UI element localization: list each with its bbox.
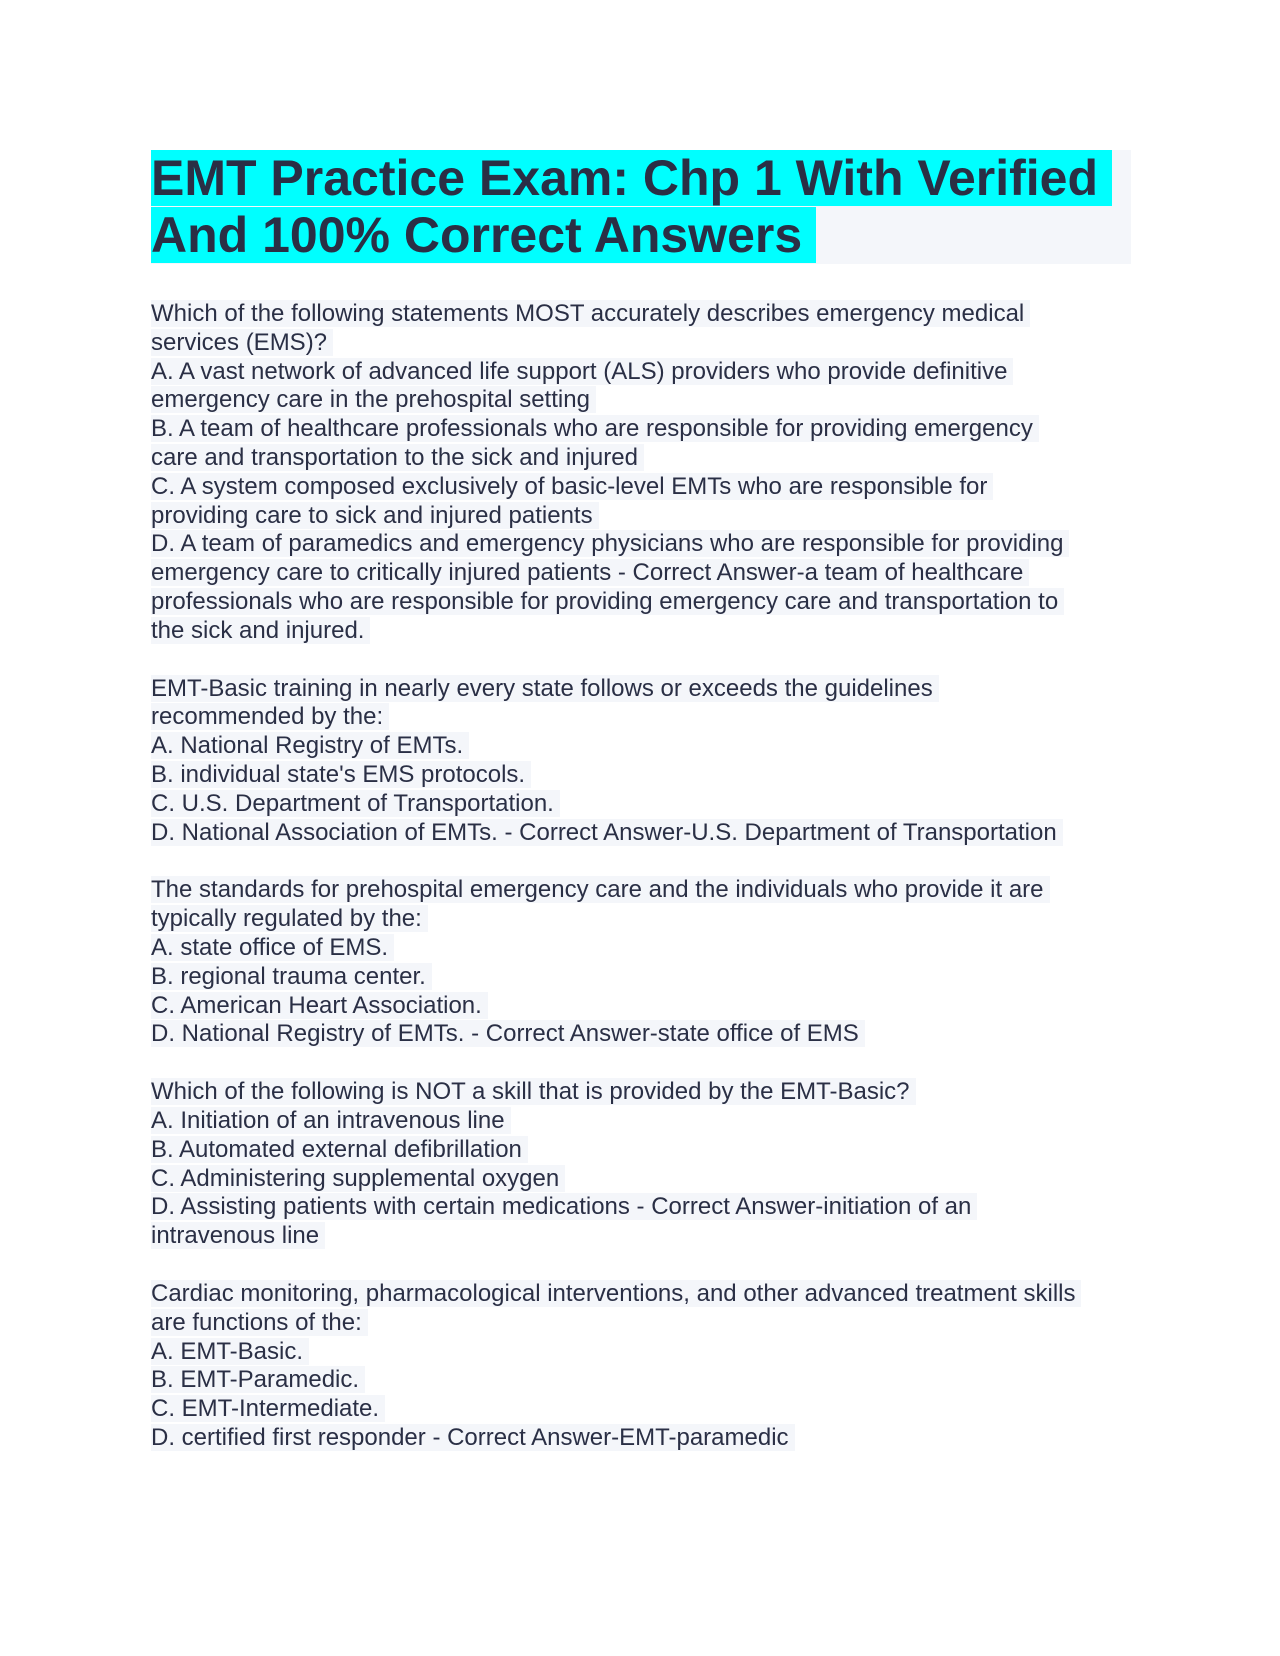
question-line: are functions of the: xyxy=(151,1309,368,1336)
answer-line: professionals who are responsible for providing emergency care and transportation to xyxy=(151,588,1064,615)
page-title xyxy=(151,150,1131,264)
option-line: providing care to sick and injured patients xyxy=(151,502,599,529)
answer-text xyxy=(151,588,1131,617)
option-c xyxy=(151,473,1131,502)
option-a xyxy=(151,1338,1131,1367)
question-line: Cardiac monitoring, pharmacological interventions, and other advanced treatment skills xyxy=(151,1280,1081,1307)
question-block-1 xyxy=(151,300,1131,646)
document-page xyxy=(151,150,1131,1482)
option-d-answer xyxy=(151,1424,1131,1453)
option-c xyxy=(151,502,1131,531)
option-line: B. regional trauma center. xyxy=(151,963,432,990)
question-block-3 xyxy=(151,876,1131,1049)
option-a xyxy=(151,1107,1131,1136)
question-text xyxy=(151,703,1131,732)
option-line: C. A system composed exclusively of basic-level EMTs who are responsible for xyxy=(151,473,993,500)
option-line: care and transportation to the sick and injured xyxy=(151,444,644,471)
option-line: B. A team of healthcare professionals who are responsible for providing emergency xyxy=(151,415,1039,442)
option-line: D. A team of paramedics and emergency physicians who are responsible for providing xyxy=(151,530,1069,557)
answer-line: D. certified first responder - Correct Answer-EMT-paramedic xyxy=(151,1424,795,1451)
answer-line: the sick and injured. xyxy=(151,617,370,644)
option-c xyxy=(151,1165,1131,1194)
option-line: B. Automated external defibrillation xyxy=(151,1136,528,1163)
answer-text xyxy=(151,1222,1131,1251)
answer-line: D. National Association of EMTs. - Correct Answer-U.S. Department of Transportation xyxy=(151,819,1063,846)
question-block-2 xyxy=(151,675,1131,848)
answer-line: intravenous line xyxy=(151,1222,325,1249)
question-text xyxy=(151,1280,1131,1309)
option-d-answer xyxy=(151,819,1131,848)
answer-line: D. Assisting patients with certain medications - Correct Answer-initiation of an xyxy=(151,1193,977,1220)
option-line: C. EMT-Intermediate. xyxy=(151,1395,385,1422)
option-line: A. state office of EMS. xyxy=(151,934,394,961)
option-c xyxy=(151,1395,1131,1424)
option-b xyxy=(151,761,1131,790)
question-line: Which of the following statements MOST accurately describes emergency medical xyxy=(151,300,1030,327)
option-a xyxy=(151,934,1131,963)
option-line: A. National Registry of EMTs. xyxy=(151,732,469,759)
option-c xyxy=(151,992,1131,1021)
question-block-5 xyxy=(151,1280,1131,1453)
question-line: typically regulated by the: xyxy=(151,905,428,932)
title-line: EMT Practice Exam: Chp 1 With Verified xyxy=(151,150,1112,206)
option-b xyxy=(151,963,1131,992)
option-line: C. U.S. Department of Transportation. xyxy=(151,790,560,817)
question-line: recommended by the: xyxy=(151,703,389,730)
option-line: C. Administering supplemental oxygen xyxy=(151,1165,565,1192)
option-b xyxy=(151,1136,1131,1165)
option-d xyxy=(151,530,1131,559)
answer-text xyxy=(151,617,1131,646)
option-line: B. individual state's EMS protocols. xyxy=(151,761,531,788)
question-line: The standards for prehospital emergency care and the individuals who provide it are xyxy=(151,876,1050,903)
question-text xyxy=(151,1309,1131,1338)
question-text xyxy=(151,905,1131,934)
question-text xyxy=(151,300,1131,329)
answer-line: emergency care to critically injured patients - Correct Answer-a team of healthcare xyxy=(151,559,1029,586)
option-a xyxy=(151,732,1131,761)
option-c xyxy=(151,790,1131,819)
option-d-answer xyxy=(151,1193,1131,1222)
option-d-answer xyxy=(151,559,1131,588)
option-line: C. American Heart Association. xyxy=(151,992,488,1019)
question-line: Which of the following is NOT a skill that is provided by the EMT-Basic? xyxy=(151,1078,916,1105)
question-text xyxy=(151,675,1131,704)
option-d-answer xyxy=(151,1020,1131,1049)
question-text xyxy=(151,876,1131,905)
option-b xyxy=(151,415,1131,444)
option-line: A. A vast network of advanced life support (ALS) providers who provide definitive xyxy=(151,358,1013,385)
option-b xyxy=(151,444,1131,473)
option-a xyxy=(151,386,1131,415)
option-line: B. EMT-Paramedic. xyxy=(151,1366,365,1393)
question-block-4 xyxy=(151,1078,1131,1251)
option-line: emergency care in the prehospital setting xyxy=(151,386,596,413)
option-a xyxy=(151,358,1131,387)
option-b xyxy=(151,1366,1131,1395)
title-line: And 100% Correct Answers xyxy=(151,207,816,263)
option-line: A. Initiation of an intravenous line xyxy=(151,1107,511,1134)
question-text xyxy=(151,329,1131,358)
question-line: services (EMS)? xyxy=(151,329,333,356)
question-text xyxy=(151,1078,1131,1107)
question-line: EMT-Basic training in nearly every state follows or exceeds the guidelines xyxy=(151,675,939,702)
answer-line: D. National Registry of EMTs. - Correct Answer-state office of EMS xyxy=(151,1020,865,1047)
option-line: A. EMT-Basic. xyxy=(151,1338,309,1365)
